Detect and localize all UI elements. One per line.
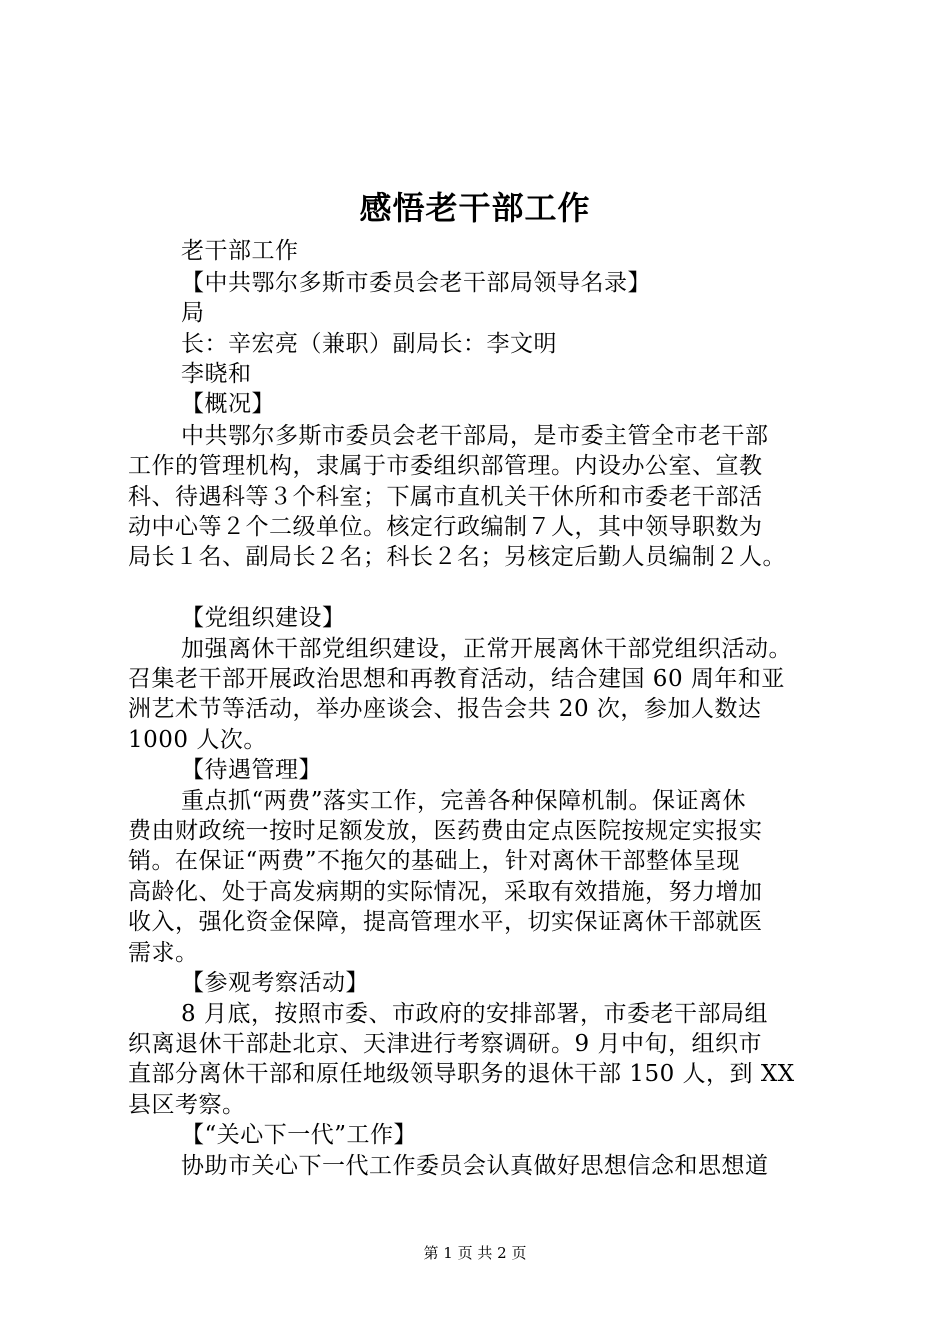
text-line: 动中心等２个二级单位。核定行政编制７人，其中领导职数为 <box>128 514 763 540</box>
text-line: 长：辛宏亮（兼职）副局长：李文明 <box>181 331 557 357</box>
text-line: 需求。 <box>128 940 199 966</box>
text-line: 局长１名、副局长２名；科长２名；另核定后勤人员编制２人。 <box>128 544 786 570</box>
text-line: 工作的管理机构，隶属于市委组织部管理。内设办公室、宣教 <box>128 453 763 479</box>
document-title: 感悟老干部工作 <box>359 189 591 227</box>
section-heading: 【待遇管理】 <box>181 757 322 783</box>
text-line: 重点抓“两费”落实工作，完善各种保障机制。保证离休 <box>181 788 747 814</box>
page-footer: 第 1 页 共 2 页 <box>423 1244 527 1262</box>
text-line: 洲艺术节等活动，举办座谈会、报告会共 20 次，参加人数达 <box>128 696 762 722</box>
section-heading: 【概况】 <box>181 391 275 417</box>
section-heading: 【“关心下一代”工作】 <box>181 1122 418 1148</box>
text-line: 销。在保证“两费”不拖欠的基础上，针对离休干部整体呈现 <box>128 848 741 874</box>
text-line: 科、待遇科等３个科室；下属市直机关干休所和市委老干部活 <box>128 484 763 510</box>
section-heading: 【党组织建设】 <box>181 605 346 631</box>
text-line: 费由财政统一按时足额发放，医药费由定点医院按规定实报实 <box>128 818 763 844</box>
text-line: 协助市关心下一代工作委员会认真做好思想信念和思想道 <box>181 1153 769 1179</box>
text-line: 【中共鄂尔多斯市委员会老干部局领导名录】 <box>181 270 651 296</box>
text-line: 织离退休干部赴北京、天津进行考察调研。9 月中旬，组织市 <box>128 1031 762 1057</box>
section-heading: 【参观考察活动】 <box>181 970 369 996</box>
text-line: 局 <box>181 300 205 326</box>
text-line: 加强离休干部党组织建设，正常开展离休干部党组织活动。 <box>181 636 792 662</box>
text-line: 直部分离休干部和原任地级领导职务的退休干部 150 人，到 XX <box>128 1061 795 1087</box>
text-line: 8 月底，按照市委、市政府的安排部署，市委老干部局组 <box>181 1001 768 1027</box>
text-line: 县区考察。 <box>128 1092 246 1118</box>
text-line: 中共鄂尔多斯市委员会老干部局，是市委主管全市老干部 <box>181 423 769 449</box>
text-line: 收入，强化资金保障，提高管理水平，切实保证离休干部就医 <box>128 909 763 935</box>
text-line: 老干部工作 <box>181 238 299 264</box>
text-line: 召集老干部开展政治思想和再教育活动，结合建国 60 周年和亚 <box>128 666 785 692</box>
text-line: 李晓和 <box>181 361 252 387</box>
text-line: 1000 人次。 <box>128 727 267 753</box>
text-line: 高龄化、处于高发病期的实际情况，采取有效措施，努力增加 <box>128 879 763 905</box>
